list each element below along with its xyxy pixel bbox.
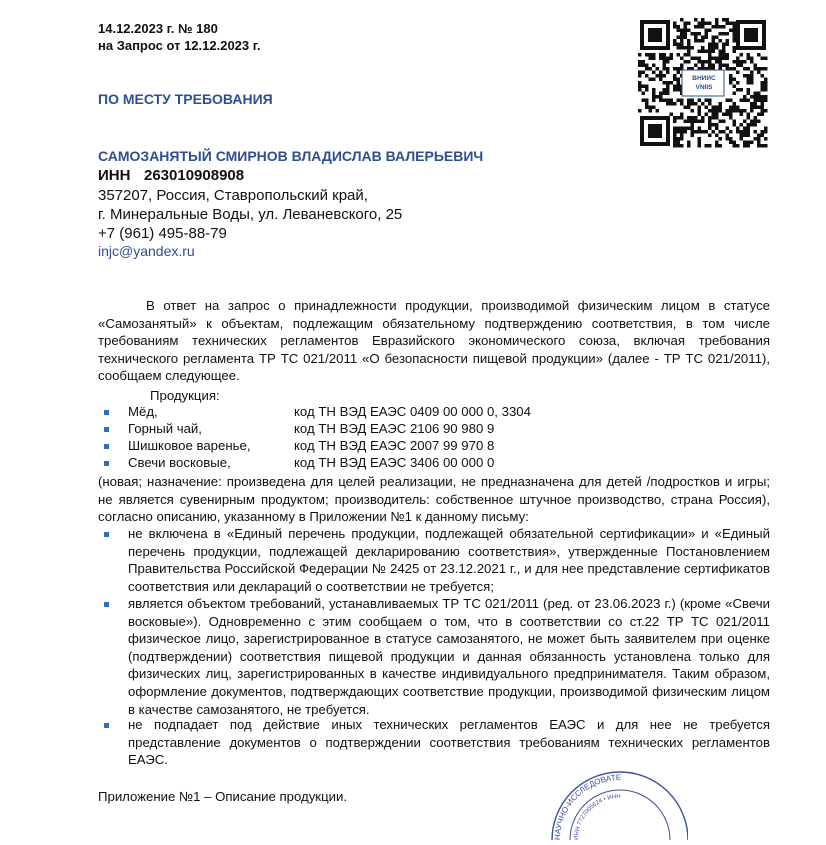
inn-value: 263010908908 [144,167,245,184]
product-code: код ТН ВЭД ЕАЭС 2007 99 970 8 [294,438,495,453]
sender-phone: +7 (961) 495-88-79 [98,225,227,242]
request-reference: на Запрос от 12.12.2023 г. [98,38,261,53]
sender-address-line-1: 357207, Россия, Ставропольский край, [98,187,368,204]
stamp-icon [548,770,688,840]
bullet-icon [104,602,109,607]
letter-date-number: 14.12.2023 г. № 180 [98,21,218,36]
product-row [98,421,698,438]
bullet-icon [104,532,109,537]
product-row [98,404,698,421]
intro-paragraph: В ответ на запрос о принадлежности продукции, производимой физическим лицом в статусе «Самозанятый» к объектам, подлежащим обязательному подтверждению соответствия, в том числе требованиям технических регламентов Евразийского экономического союза, включая требования технического регламента ТР ТС 021/2011 «О безопасности пищевой продукции» (далее - ТР ТС 021/2011), сообщаем следующее. [98,298,770,384]
list-item [98,595,770,718]
list-item [98,525,770,595]
sender-name: САМОЗАНЯТЫЙ СМИРНОВ ВЛАДИСЛАВ ВАЛЕРЬЕВИЧ [98,148,484,164]
bullet-icon [104,444,109,449]
list-item [98,716,770,769]
product-name: Мёд, [128,404,158,419]
bullet-icon [104,427,109,432]
sender-address-line-2: г. Минеральные Воды, ул. Леваневского, 25 [98,206,403,223]
product-name: Шишковое варенье, [128,438,251,453]
bullet-icon [104,410,109,415]
point-text: является объектом требований, устанавливаемых ТР ТС 021/2011 (ред. от 23.06.2023 г.) (кроме «Свечи восковые»). Одновременно с этим сообщаем о том, что в соответствии со ст.22 ТР ТС 021/2011 физическое лицо, зарегистрированное в статусе самозанятого, не может быть заявителем при оценке (подтверждении) соответствия пищевой продукции и данная обязанность установлена только для физических лиц, зарегистрированных в качестве индивидуального предпринимателя. Таким образом, оформление документов, подтверждающих соответствие продукции, производимой физическим лицом в качестве самозанятого, не требуется. [128,596,770,717]
product-row [98,455,698,472]
svg-text:ИНН 7727005624 • ИНН: ИНН 7727005624 • ИНН [573,793,621,840]
point-text: не подпадает под действие иных технических регламентов ЕАЭС и для нее не требуется представление документов о подтверждении соответствия требованиям технических регламентов ЕАЭС. [128,717,770,768]
sender-email-link[interactable]: injc@yandex.ru [98,243,195,259]
sender-inn [98,167,244,184]
appendix-reference: Приложение №1 – Описание продукции. [98,789,348,804]
product-code: код ТН ВЭД ЕАЭС 0409 00 000 0, 3304 [294,404,531,419]
stamp [548,770,688,840]
inn-label: ИНН [98,167,131,184]
bullet-icon [104,461,109,466]
purpose-paragraph: (новая; назначение: произведена для целей реализации, не предназначена для детей /подростков и игры; не является сувенирным продуктом; производитель: собственное штучное производство, страна Россия), согласно описанию, указанному в Приложении №1 к данному письму: [98,474,770,525]
product-code: код ТН ВЭД ЕАЭС 3406 00 000 0 [294,455,495,470]
product-row [98,438,698,455]
bullet-icon [104,723,109,728]
destination-heading: ПО МЕСТУ ТРЕБОВАНИЯ [98,91,273,107]
qr-center-label: ВНИИС VNIIS [692,75,716,91]
product-name: Горный чай, [128,421,202,436]
qr-code [638,18,768,148]
products-heading: Продукция: [150,388,220,403]
product-code: код ТН ВЭД ЕАЭС 2106 90 980 9 [294,421,495,436]
svg-text:НАУЧНО-ИССЛЕДОВАТЕ: НАУЧНО-ИССЛЕДОВАТЕ [552,772,622,840]
point-text: не включена в «Единый перечень продукции, подлежащей обязательной сертификации» и «Единый перечень продукции, подлежащей декларированию соответствия», утвержденные Постановлением Правительства Российской Федерации № 2425 от 23.12.2021 г., и для нее представление сертификатов соответствия или деклараций о соответствии не требуется; [128,526,770,594]
product-name: Свечи восковые, [128,455,231,470]
